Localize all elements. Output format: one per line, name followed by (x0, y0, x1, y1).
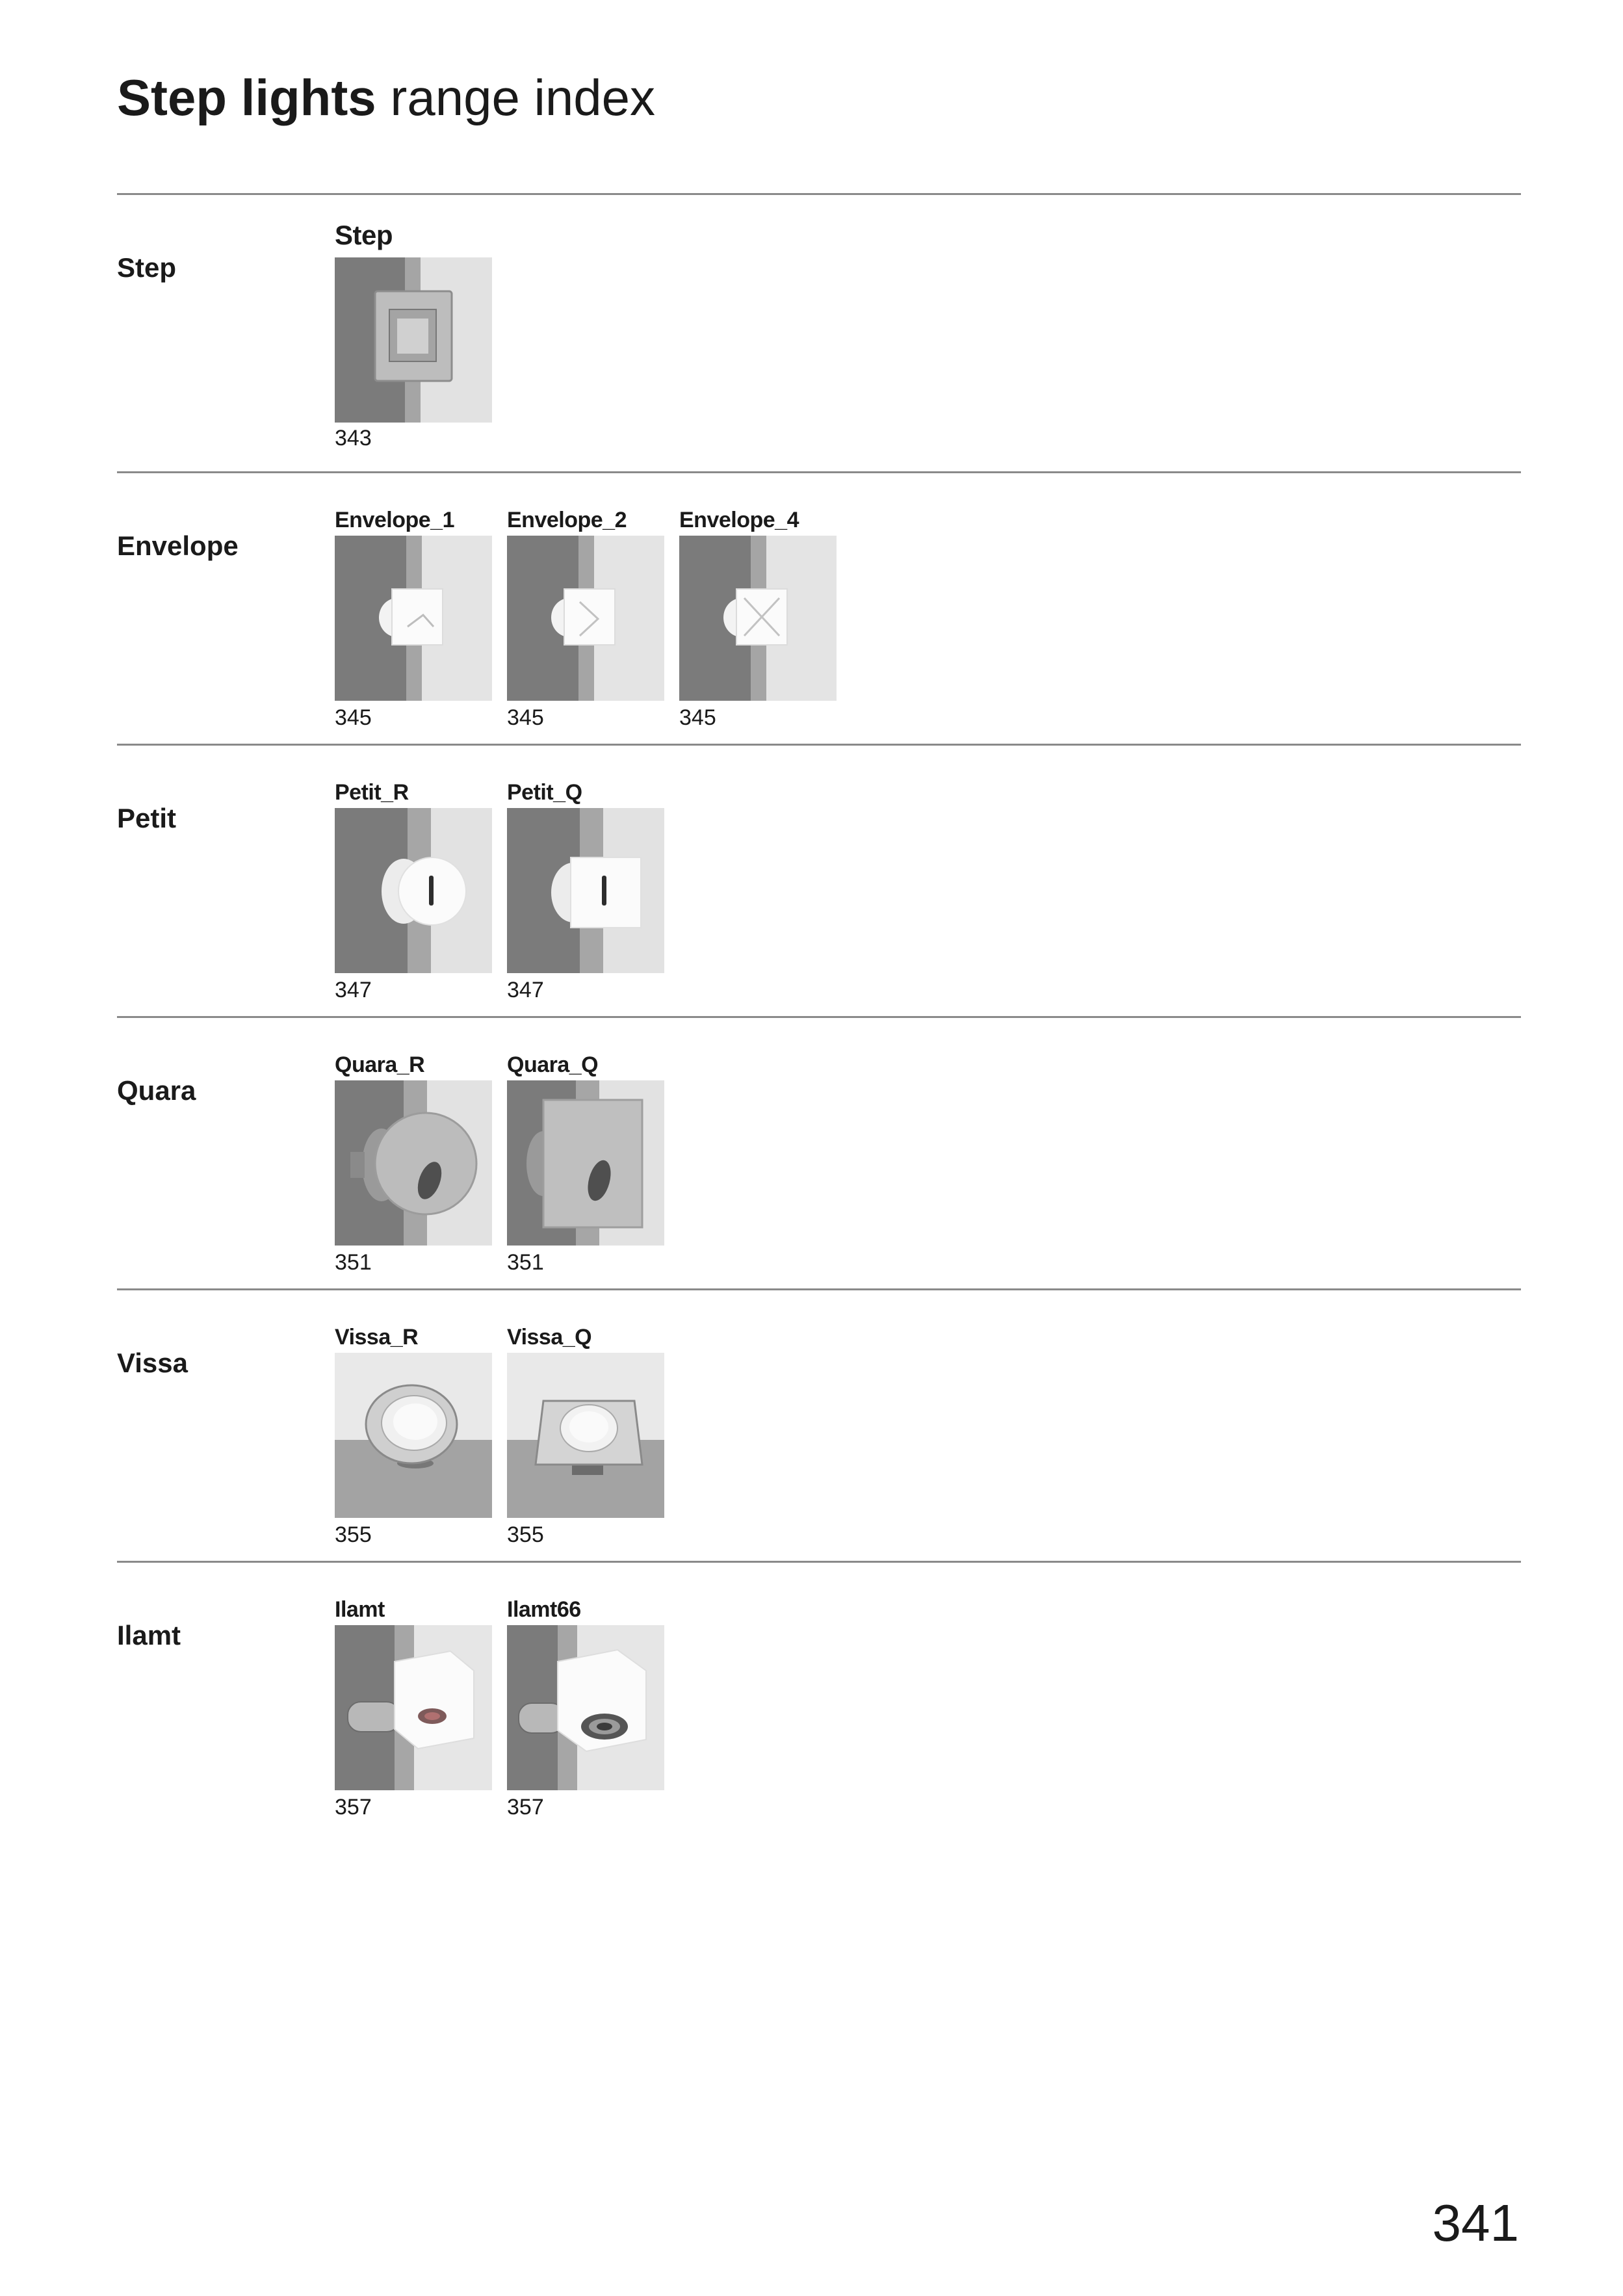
page-number: 341 (1432, 2194, 1519, 2252)
family-name-vissa: Vissa (117, 1348, 188, 1378)
family-name-envelope: Envelope (117, 530, 239, 561)
product-name: Envelope_2 (507, 508, 627, 532)
product-page-ref: 347 (507, 978, 544, 1002)
product-name: Ilamt (335, 1597, 385, 1622)
cube-wall-light-icon (507, 1625, 664, 1790)
product-name: Vissa_Q (507, 1325, 592, 1350)
divider (117, 193, 1521, 195)
family-name-petit: Petit (117, 803, 177, 833)
product-name: Petit_R (335, 780, 409, 805)
envelope-light-icon (335, 536, 492, 701)
divider (117, 471, 1521, 473)
round-recessed-light-icon (335, 1080, 492, 1246)
round-downlight-icon (335, 1353, 492, 1518)
envelope-light-icon (507, 536, 664, 701)
product-name: Quara_R (335, 1052, 425, 1077)
product-page-ref: 355 (507, 1522, 544, 1547)
product-name: Step (335, 220, 393, 250)
product-page-ref: 345 (335, 705, 372, 730)
family-name-ilamt: Ilamt (117, 1620, 181, 1650)
cube-wall-light-icon (335, 1625, 492, 1790)
product-name: Vissa_R (335, 1325, 419, 1350)
product-name: Petit_Q (507, 780, 582, 805)
square-downlight-icon (507, 1353, 664, 1518)
product-page-ref: 347 (335, 978, 372, 1002)
divider (117, 1016, 1521, 1018)
product-name: Ilamt66 (507, 1597, 581, 1622)
product-page-ref: 345 (507, 705, 544, 730)
product-page-ref: 357 (507, 1795, 544, 1820)
divider (117, 744, 1521, 746)
square-recessed-light-icon (507, 1080, 664, 1246)
page-title (117, 65, 655, 130)
page-title-bold: Step lights (117, 69, 376, 126)
envelope-light-icon (679, 536, 837, 701)
round-step-light-icon (335, 808, 492, 973)
page-title-rest: range index (390, 69, 655, 126)
divider (117, 1561, 1521, 1563)
product-page-ref: 343 (335, 426, 372, 450)
square-step-light-icon (507, 808, 664, 973)
product-page-ref: 357 (335, 1795, 372, 1820)
product-page-ref: 355 (335, 1522, 372, 1547)
product-page-ref: 351 (507, 1250, 544, 1275)
product-name: Envelope_4 (679, 508, 799, 532)
product-name: Envelope_1 (335, 508, 454, 532)
product-page-ref: 345 (679, 705, 716, 730)
step-square-light-icon (335, 257, 492, 423)
product-page-ref: 351 (335, 1250, 372, 1275)
divider (117, 1288, 1521, 1290)
product-name: Quara_Q (507, 1052, 599, 1077)
family-name-step: Step (117, 252, 177, 283)
family-name-quara: Quara (117, 1075, 196, 1106)
